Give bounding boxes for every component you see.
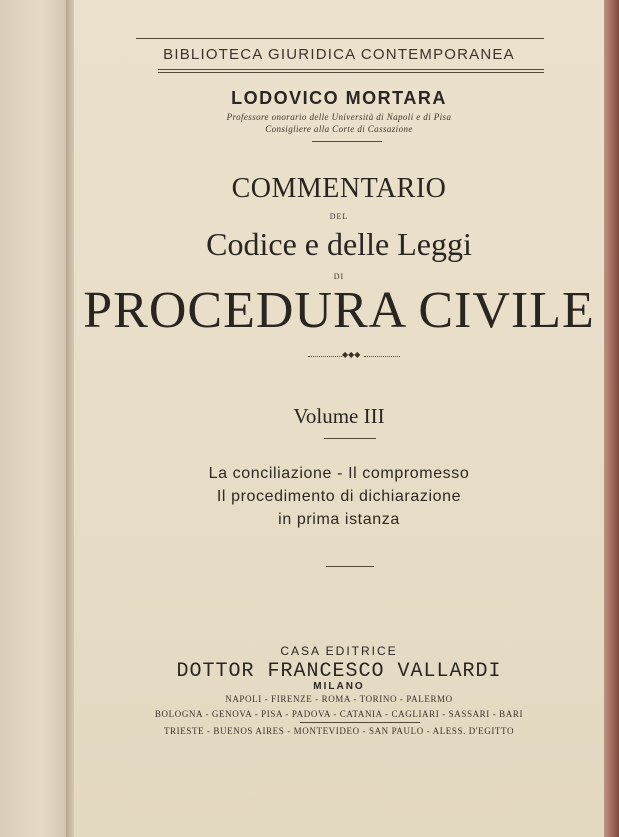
series-rule-2	[158, 72, 544, 73]
title-connector: DI	[333, 272, 345, 281]
series-rule-1	[158, 69, 544, 70]
title-connector: DEL	[329, 212, 349, 221]
ornament-rule-right	[364, 356, 400, 357]
publisher-city: MILANO	[313, 681, 365, 692]
volume-label: Volume III	[293, 404, 385, 428]
author-name: LODOVICO MORTARA	[231, 88, 447, 108]
branch-cities: BOLOGNA - GENOVA - PISA - PADOVA - CATANIA - CAGLIARI - SASSARI - BARI	[154, 709, 524, 719]
subject-line: in prima istanza	[278, 511, 400, 528]
volume-rule	[324, 438, 376, 439]
branch-cities: TRIESTE - BUENOS AIRES - MONTEVIDEO - SAN PAULO - ALESS. D'EGITTO	[163, 726, 515, 736]
author-rule	[312, 141, 382, 142]
subject-line: Il procedimento di dichiarazione	[216, 488, 462, 505]
title-line-1: COMMENTARIO	[231, 173, 447, 204]
author-credential: Professore onorario delle Università di Napoli e di Pisa	[226, 112, 452, 122]
title-line-2: Codice e delle Leggi	[206, 226, 472, 262]
branch-cities: NAPOLI - FIRENZE - ROMA - TORINO - PALERMO	[225, 694, 453, 704]
subject-rule	[326, 566, 374, 567]
ornament-rule-left	[308, 356, 342, 357]
left-board	[0, 0, 70, 837]
diamond-ornament-icon: ◆◆◆	[342, 350, 361, 359]
subject-line: La conciliazione - Il compromesso	[208, 465, 470, 482]
author-credential: Consigliere alla Corte di Cassazione	[265, 124, 413, 134]
top-rule	[136, 38, 544, 39]
branch-rule	[300, 722, 420, 723]
publisher-house: CASA EDITRICE	[280, 644, 398, 658]
title-page	[74, 0, 604, 837]
series-title: BIBLIOTECA GIURIDICA CONTEMPORANEA	[163, 46, 515, 63]
publisher-name: DOTTOR FRANCESCO VALLARDI	[176, 660, 502, 683]
title-line-3: PROCEDURA CIVILE	[83, 282, 595, 339]
